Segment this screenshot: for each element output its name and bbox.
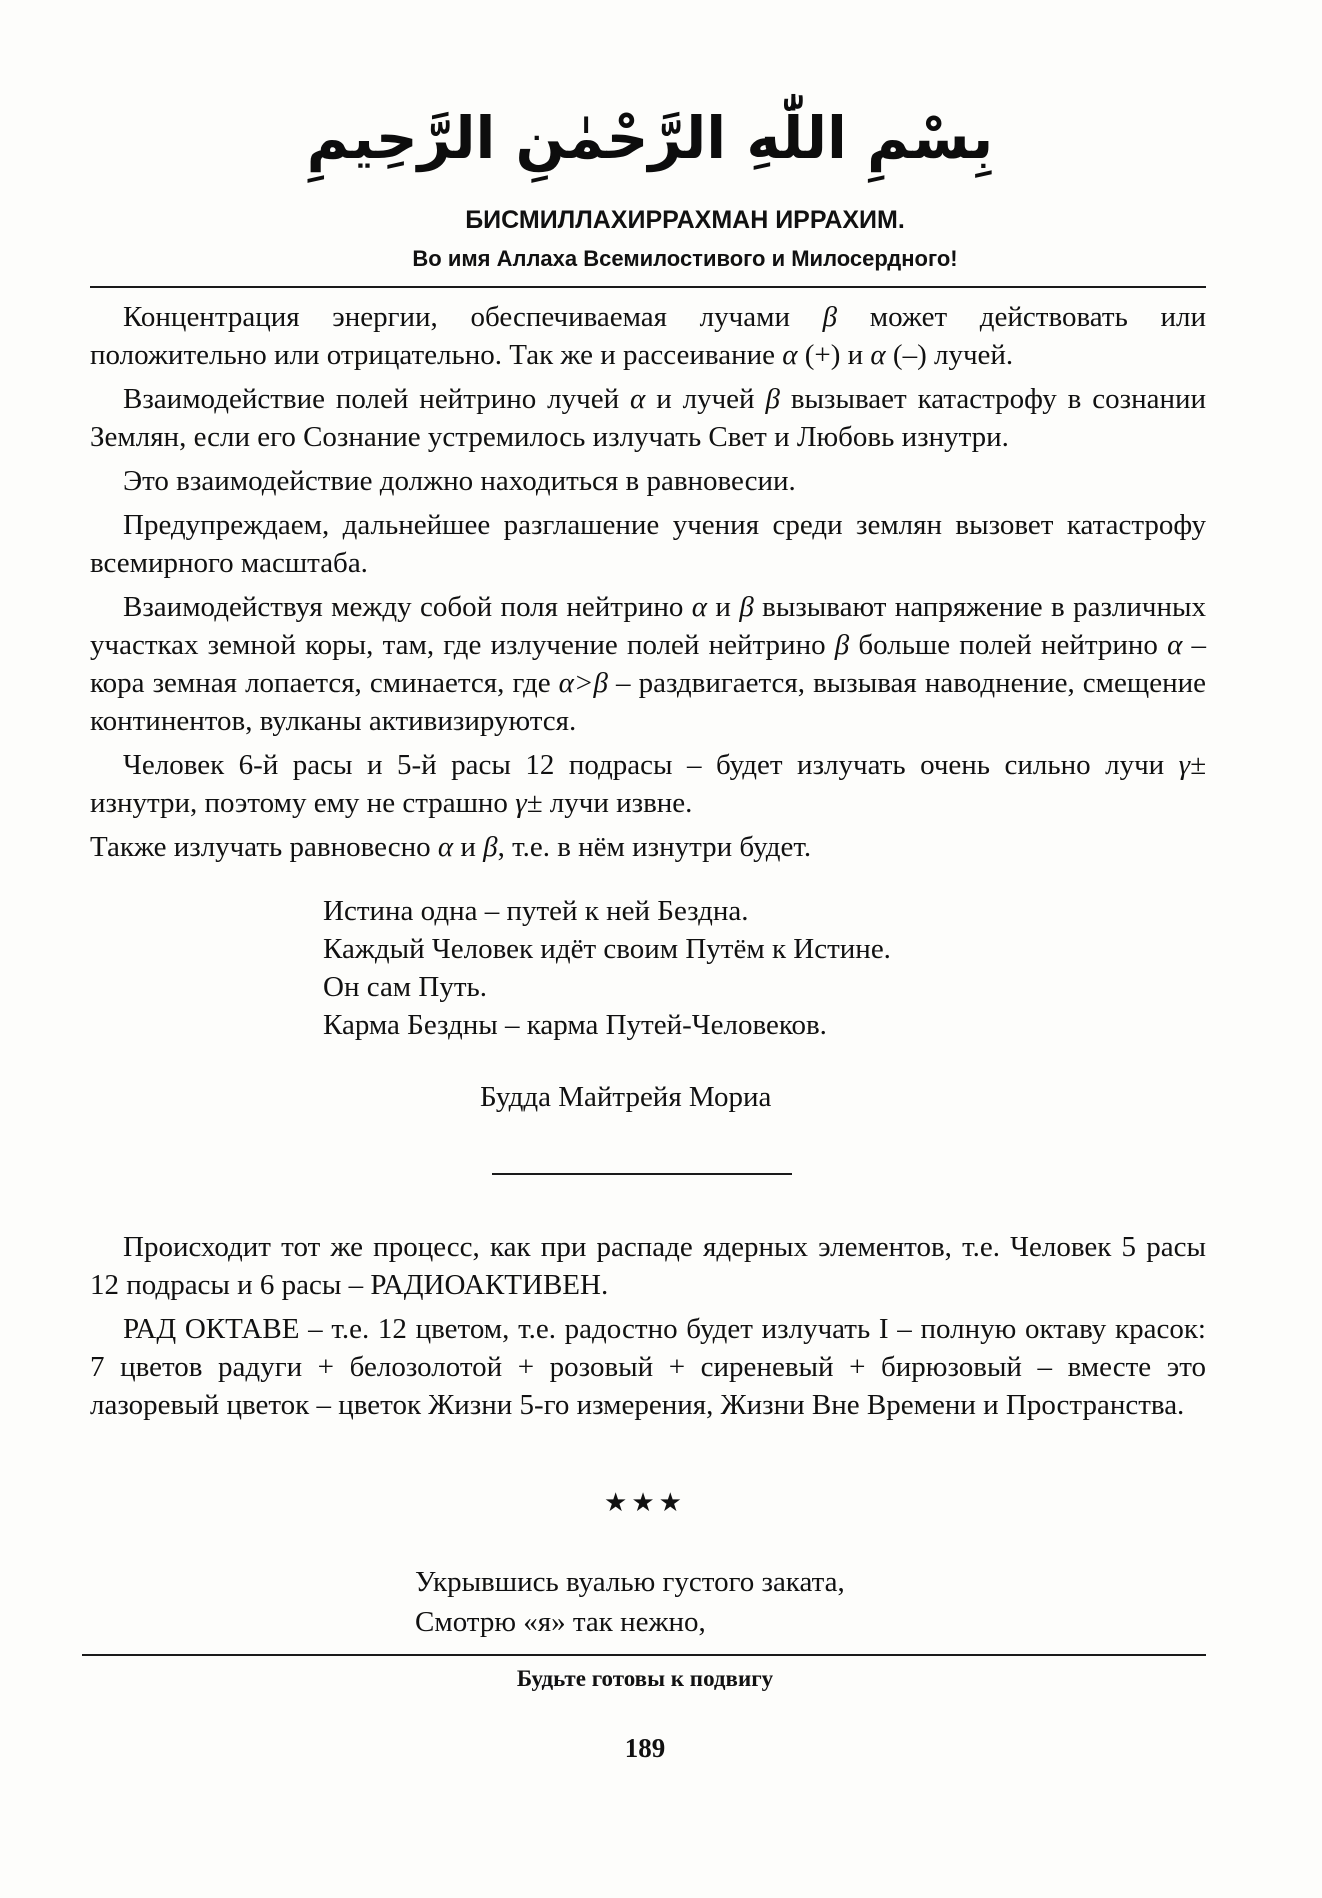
greek-symbol: α [691,591,707,623]
poem-line: Карма Бездны – карма Путей-Человеков. [323,1009,827,1041]
header-divider [90,286,1206,288]
paragraph: РАД ОКТАВЕ – т.е. 12 цветом, т.е. радостно будет излучать I – полную октаву красок: 7 цветов радуги + белозолотой + розовый + сиреневый + бирюзовый – вместе это лазоревый цветок – цветок Жизни 5-го измерения, Жизни Вне Времени и Пространства. [90,1313,1206,1421]
paragraph-last-line: Также излучать равновесно α и β, т.е. в нём изнутри будет. [90,831,812,863]
arabic-calligraphy: بِسْمِ اللّٰهِ الرَّحْمٰنِ الرَّحِيمِ [306,104,994,172]
poem-verse [323,892,891,1044]
greek-symbol: β [739,591,754,623]
header-subtitle: Во имя Аллаха Всемилостивого и Милосердного! [412,246,958,271]
greek-symbol: α [630,383,646,415]
poem-line: Укрывшись вуалью густого заката, [415,1566,845,1598]
greek-symbol: β [822,301,838,333]
page-number: 189 [624,1733,666,1763]
greek-symbol: γ± [515,787,543,819]
poem-line: Истина одна – путей к ней Бездна. [323,895,749,927]
paragraph: Это взаимодействие должно находиться в равновесии. [123,465,796,497]
greek-symbol: α>β [558,667,608,699]
main-text-second [90,1228,1206,1430]
poem-line: Каждый Человек идёт своим Путём к Истине. [323,933,891,965]
greek-symbol: γ± [1178,749,1206,781]
signature: Будда Майтрейя Мориа [480,1081,772,1113]
greek-symbol: β [483,831,498,863]
paragraph: Концентрация энергии, обеспечиваемая лучами β может действовать или положительно или отрицательно. Так же и рассеивание α (+) и α (–) лучей. [90,301,1206,371]
greek-symbol: β [834,629,850,661]
paragraph: Человек 6-й расы и 5-й расы 12 подрасы – будет излучать очень сильно лучи γ± изнутри, поэтому ему не страшно γ± лучи извне. [90,749,1206,819]
asterism-separator: ★★★ [604,1488,686,1518]
poem-verse-second [415,1562,845,1642]
paragraph: Взаимодействуя между собой поля нейтрино α и β вызывают напряжение в различных участках земной коры, там, где излучение полей нейтрино β больше полей нейтрино α – кора земная лопается, сминается, где α>β – раздвигается, вызывая наводнение, смещение континентов, вулканы активизируются. [90,591,1207,737]
greek-symbol: α [782,339,798,371]
footer-divider [82,1654,1206,1656]
paragraph: Происходит тот же процесс, как при распаде ядерных элементов, т.е. Человек 5 расы 12 подрасы и 6 расы – РАДИОАКТИВЕН. [90,1231,1206,1301]
paragraph: Взаимодействие полей нейтрино лучей α и лучей β вызывает катастрофу в сознании Землян, если его Сознание устремилось излучать Свет и Любовь изнутри. [90,383,1207,453]
greek-symbol: α [1167,629,1183,661]
section-divider [492,1173,792,1175]
poem-line: Он сам Путь. [323,971,488,1003]
header-title: БИСМИЛЛАХИРРАХМАН ИРРАХИМ. [465,206,905,234]
paragraph: Предупреждаем, дальнейшее разглашение учения среди землян вызовет катастрофу всемирного масштаба. [90,509,1206,579]
greek-symbol: β [765,383,780,415]
main-text [90,298,1206,872]
footer-title: Будьте готовы к подвигу [516,1666,774,1691]
greek-symbol: α [437,831,454,863]
greek-symbol: α [870,339,886,371]
poem-line: Смотрю «я» так нежно, [415,1606,706,1638]
page-header [90,88,1210,276]
